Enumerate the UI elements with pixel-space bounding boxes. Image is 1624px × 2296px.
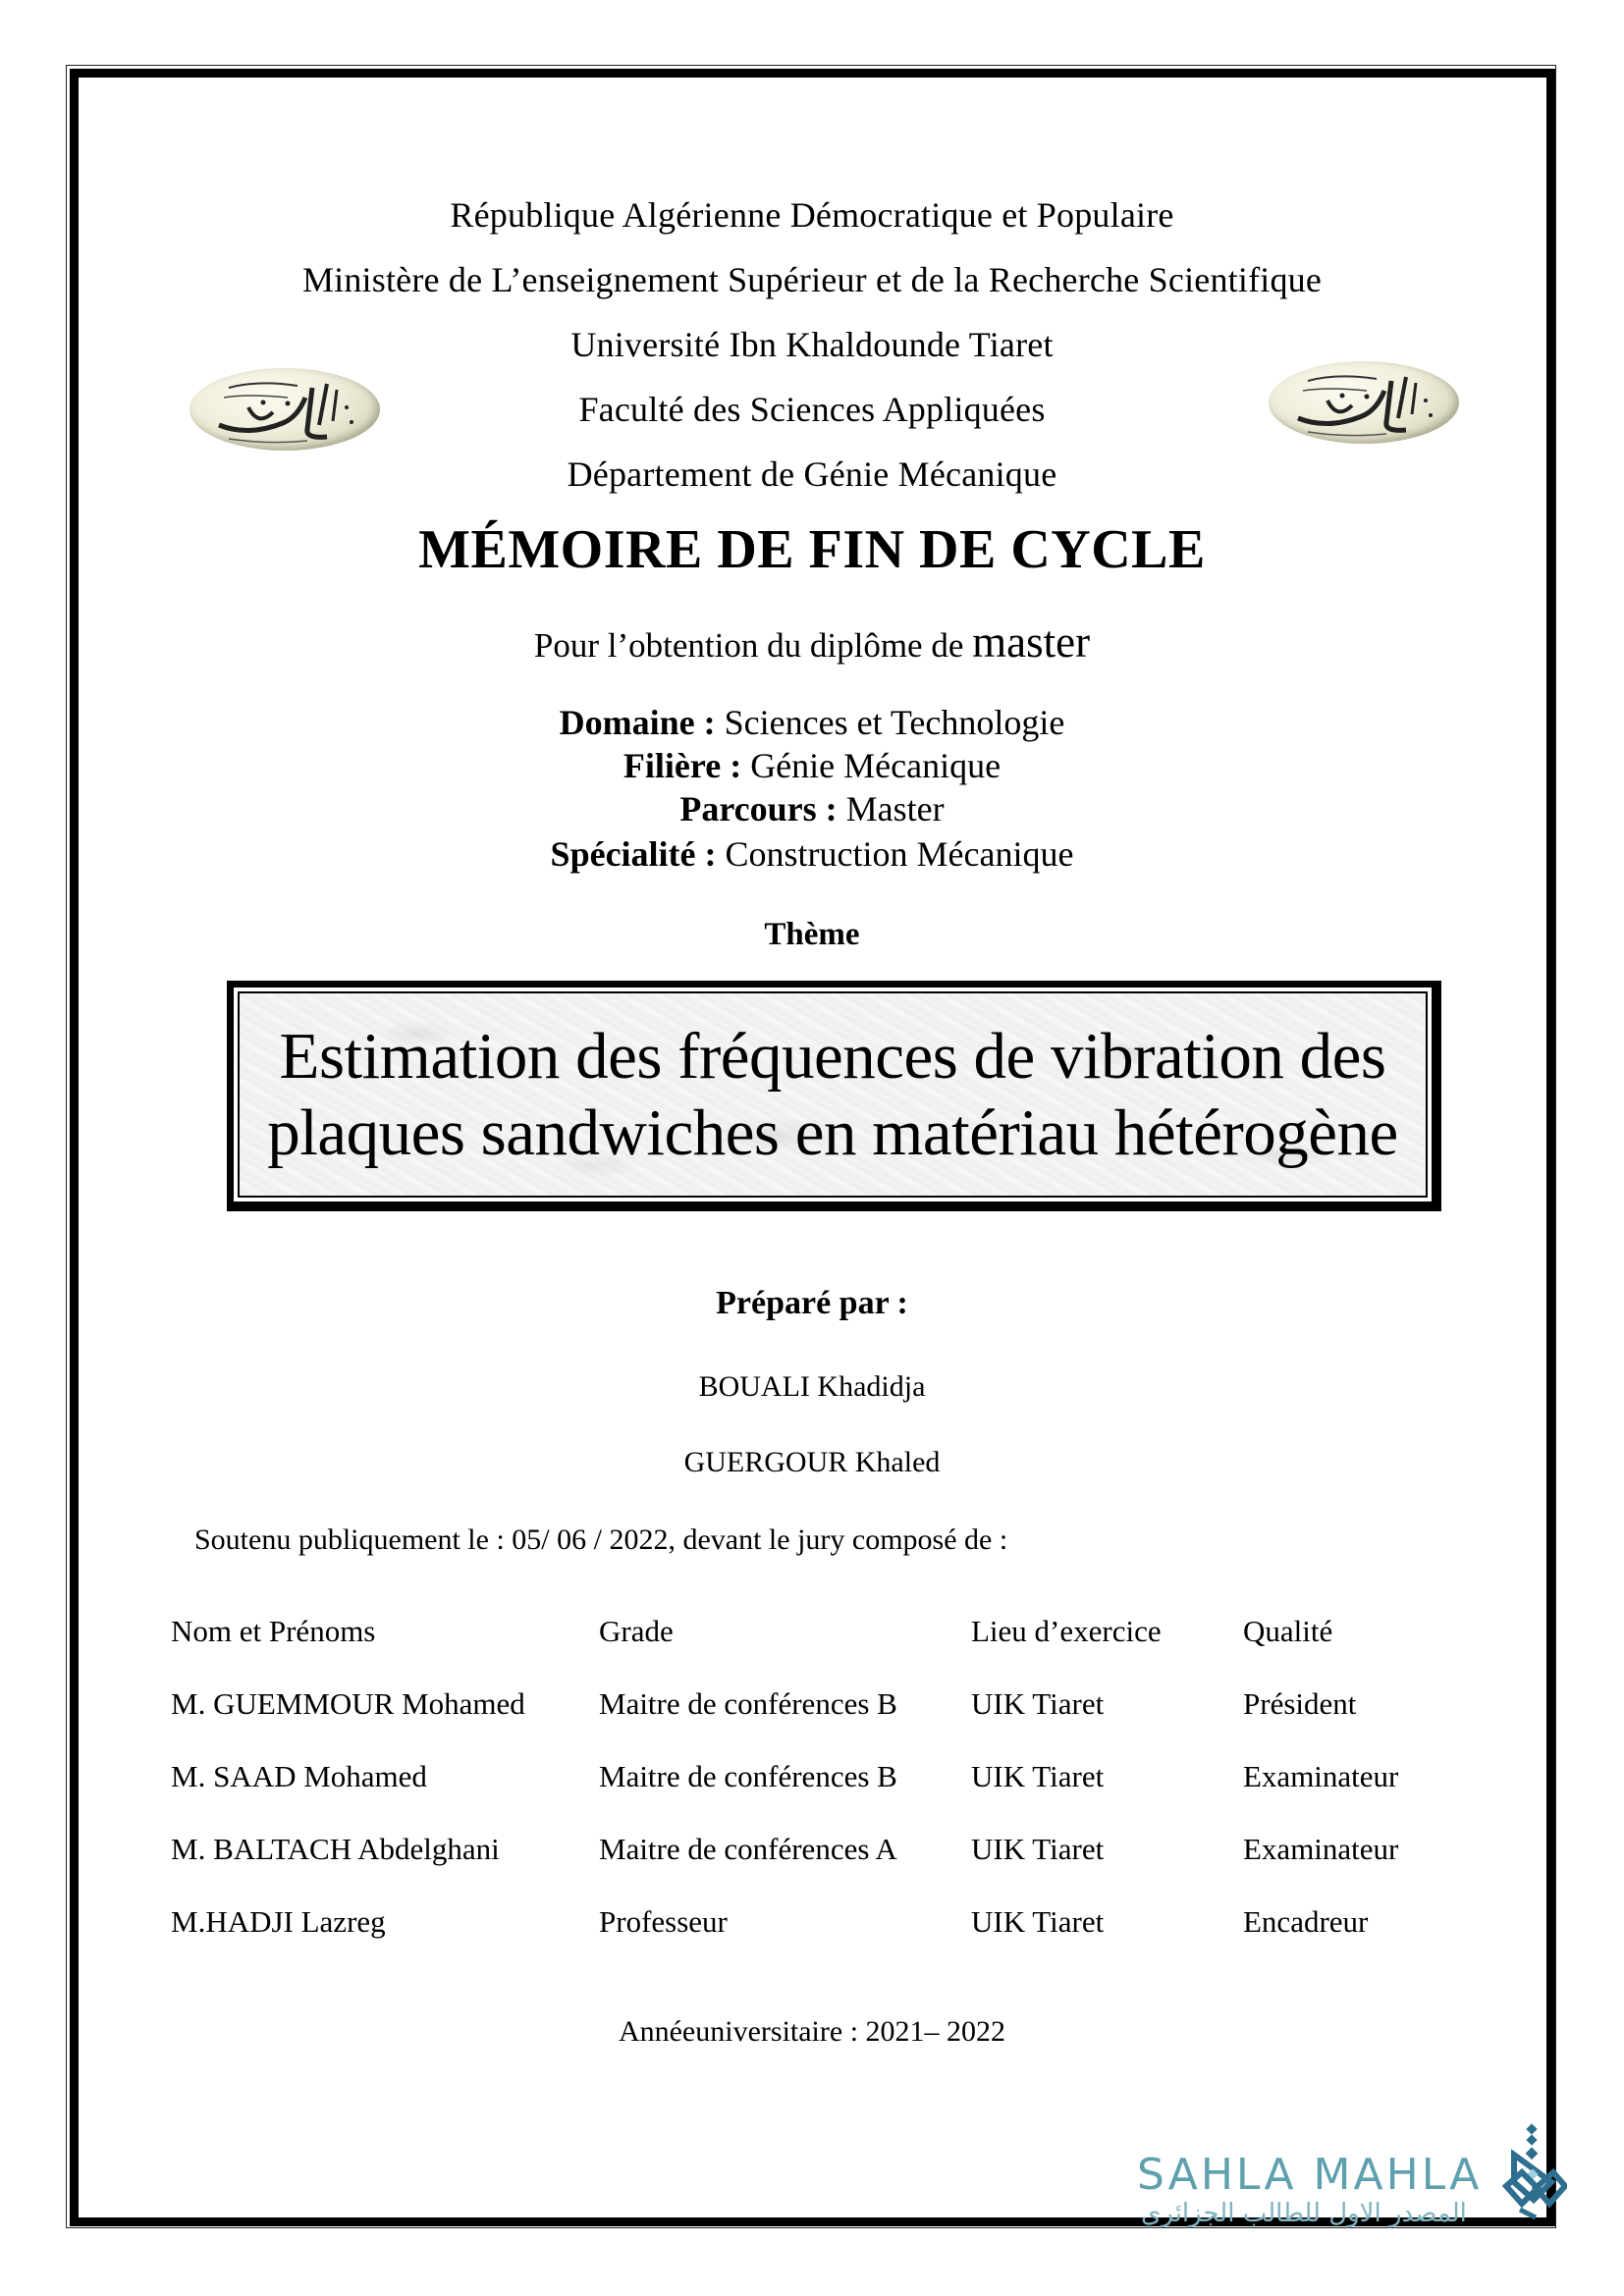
- thesis-title-line-2: plaques sandwiches en matériau hétérogène: [267, 1096, 1398, 1169]
- jury-place: UIK Tiaret: [971, 1832, 1105, 1866]
- jury-grade: Maitre de conférences B: [599, 1686, 897, 1721]
- field-label: Filière :: [623, 746, 742, 785]
- jury-place: UIK Tiaret: [971, 1686, 1105, 1721]
- field-filiere: [0, 744, 1624, 787]
- field-value: Sciences et Technologie: [715, 703, 1065, 742]
- field-value: Construction Mécanique: [716, 834, 1074, 874]
- header-faculty: Faculté des Sciences Appliquées: [578, 390, 1046, 429]
- jury-role: Examinateur: [1243, 1759, 1399, 1793]
- jury-header-role: Qualité: [1243, 1614, 1333, 1648]
- field-value: Génie Mécanique: [741, 746, 1001, 785]
- jury-name: M. GUEMMOUR Mohamed: [171, 1686, 525, 1721]
- document-type-title: MÉMOIRE DE FIN DE CYCLE: [418, 519, 1206, 580]
- jury-role: Examinateur: [1243, 1832, 1399, 1866]
- diploma-degree: master: [972, 617, 1091, 667]
- field-label: Parcours :: [679, 789, 838, 828]
- field-value: Master: [837, 789, 945, 828]
- diploma-line: [0, 616, 1624, 667]
- jury-grade: Professeur: [599, 1904, 728, 1939]
- sahla-mahla-logo-icon: [1502, 2123, 1567, 2221]
- jury-name: M.HADJI Lazreg: [171, 1904, 386, 1939]
- header-department: Département de Génie Mécanique: [567, 454, 1057, 494]
- jury-grade: Maitre de conférences B: [599, 1759, 897, 1793]
- field-label: Domaine :: [559, 703, 716, 742]
- thesis-title-box: [227, 981, 1441, 1211]
- field-parcours: [0, 787, 1624, 830]
- author-1: BOUALI Khadidja: [698, 1370, 926, 1403]
- jury-role: Président: [1243, 1686, 1357, 1721]
- jury-grade: Maitre de conférences A: [599, 1832, 897, 1866]
- watermark-tagline: المصدر الاول للطالب الجزائري: [1141, 2199, 1467, 2228]
- field-domaine: [0, 701, 1624, 744]
- jury-header-name: Nom et Prénoms: [171, 1614, 376, 1648]
- defense-statement: Soutenu publiquement le : 05/ 06 / 2022, devant le jury composé de :: [194, 1523, 1008, 1556]
- jury-name: M. SAAD Mohamed: [171, 1759, 427, 1793]
- field-specialite: [0, 832, 1624, 876]
- watermark-brand: SAHLA MAHLA: [1137, 2150, 1483, 2200]
- prepared-by-label: Préparé par :: [716, 1285, 908, 1321]
- jury-header-grade: Grade: [599, 1614, 674, 1648]
- theme-label: Thème: [764, 917, 860, 952]
- thesis-title-line-1: Estimation des fréquences de vibration des: [279, 1020, 1386, 1093]
- jury-place: UIK Tiaret: [971, 1759, 1105, 1793]
- title-box-inner: [238, 991, 1428, 1198]
- jury-header-place: Lieu d’exercice: [971, 1614, 1162, 1648]
- academic-year: Annéeuniversitaire : 2021– 2022: [618, 2015, 1006, 2048]
- diploma-prefix: Pour l’obtention du diplôme de: [533, 626, 973, 665]
- header-republic: République Algérienne Démocratique et Populaire: [450, 195, 1174, 235]
- author-2: GUERGOUR Khaled: [683, 1446, 941, 1478]
- jury-name: M. BALTACH Abdelghani: [171, 1832, 500, 1866]
- header-university: Université Ibn Khaldounde Tiaret: [570, 325, 1054, 364]
- jury-role: Encadreur: [1243, 1904, 1369, 1939]
- jury-place: UIK Tiaret: [971, 1904, 1105, 1939]
- field-label: Spécialité :: [550, 834, 717, 874]
- header-ministry: Ministère de L’enseignement Supérieur et de la Recherche Scientifique: [301, 260, 1323, 299]
